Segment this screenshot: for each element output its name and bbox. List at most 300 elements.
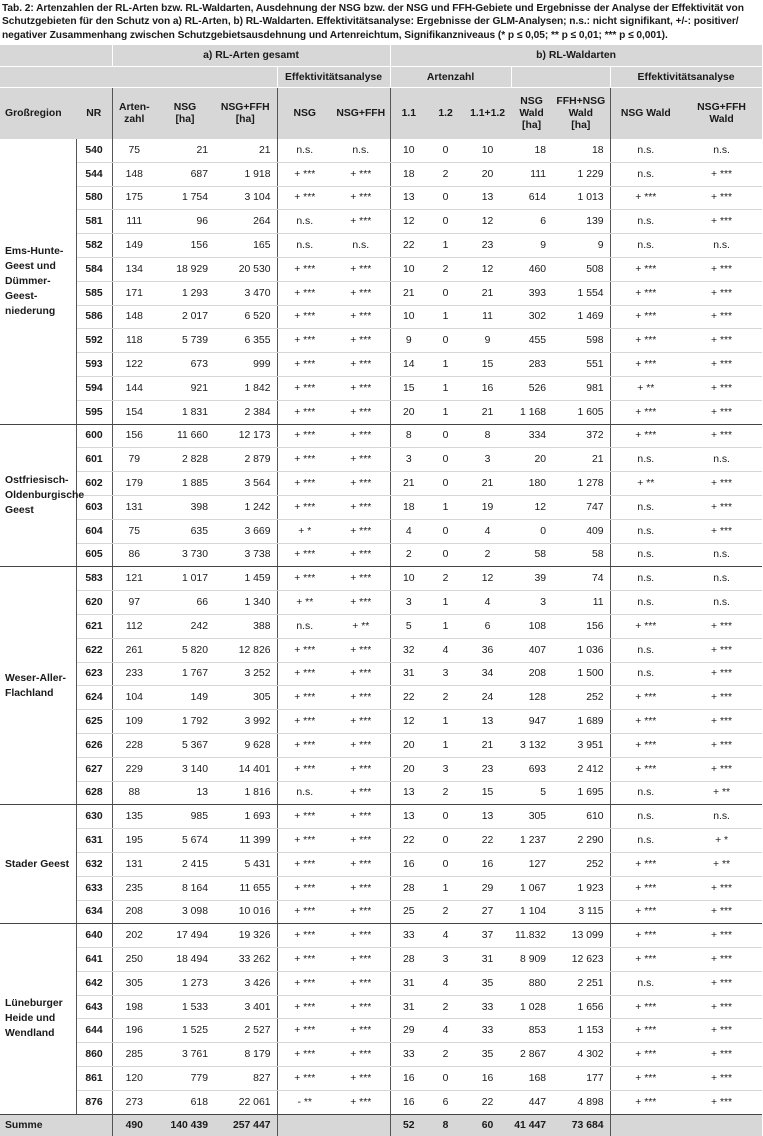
table-cell: 5 820 bbox=[156, 638, 214, 662]
table-cell: 2 bbox=[427, 567, 464, 591]
table-cell: 131 bbox=[112, 852, 156, 876]
table-cell: 283 bbox=[511, 353, 552, 377]
table-cell: + *** bbox=[610, 186, 681, 210]
row-nr: 644 bbox=[76, 1019, 112, 1043]
table-row bbox=[0, 519, 762, 543]
row-nr: 861 bbox=[76, 1067, 112, 1091]
col-1112-header: 1.1+1.2 bbox=[464, 88, 511, 140]
table-cell: 19 326 bbox=[214, 924, 277, 948]
row-nr: 583 bbox=[76, 567, 112, 591]
table-cell: 2 527 bbox=[214, 1019, 277, 1043]
table-cell: + *** bbox=[332, 376, 390, 400]
table-cell: 13 bbox=[390, 186, 427, 210]
table-cell: 21 bbox=[390, 281, 427, 305]
table-cell: 208 bbox=[112, 900, 156, 924]
table-cell: 13 bbox=[464, 710, 511, 734]
table-cell: n.s. bbox=[681, 139, 762, 162]
table-row bbox=[0, 591, 762, 615]
table-cell: 1 104 bbox=[511, 900, 552, 924]
table-cell: + *** bbox=[681, 662, 762, 686]
table-cell: + *** bbox=[332, 448, 390, 472]
table-cell: n.s. bbox=[610, 662, 681, 686]
table-cell: 22 bbox=[390, 234, 427, 258]
table-cell: + *** bbox=[610, 948, 681, 972]
table-cell: 618 bbox=[156, 1090, 214, 1114]
table-cell: + *** bbox=[681, 995, 762, 1019]
row-nr: 642 bbox=[76, 971, 112, 995]
table-cell: + *** bbox=[610, 733, 681, 757]
table-cell: 33 262 bbox=[214, 948, 277, 972]
table-cell: 2 017 bbox=[156, 305, 214, 329]
table-cell: + *** bbox=[610, 1019, 681, 1043]
table-cell: 2 412 bbox=[552, 757, 610, 781]
table-cell: 128 bbox=[511, 686, 552, 710]
col-eff-nsgwald-header: NSG Wald bbox=[610, 88, 681, 140]
table-cell: 1 885 bbox=[156, 472, 214, 496]
table-cell: 3 401 bbox=[214, 995, 277, 1019]
table-cell: + *** bbox=[610, 710, 681, 734]
table-cell: 3 951 bbox=[552, 733, 610, 757]
table-cell: 21 bbox=[390, 472, 427, 496]
table-cell: 148 bbox=[112, 305, 156, 329]
table-cell: n.s. bbox=[332, 139, 390, 162]
table-cell: 12 623 bbox=[552, 948, 610, 972]
table-cell: 1 500 bbox=[552, 662, 610, 686]
table-cell: 4 bbox=[427, 1019, 464, 1043]
table-cell: 33 bbox=[390, 1043, 427, 1067]
table-cell: + *** bbox=[277, 852, 332, 876]
table-cell: + *** bbox=[332, 162, 390, 186]
table-cell: + *** bbox=[277, 281, 332, 305]
table-cell: 880 bbox=[511, 971, 552, 995]
table-cell: 24 bbox=[464, 686, 511, 710]
table-cell: 334 bbox=[511, 424, 552, 448]
table-cell: 372 bbox=[552, 424, 610, 448]
table-cell: 168 bbox=[511, 1067, 552, 1091]
table-cell: 112 bbox=[112, 614, 156, 638]
table-cell: 305 bbox=[511, 805, 552, 829]
row-nr: 643 bbox=[76, 995, 112, 1019]
table-cell: 0 bbox=[427, 829, 464, 853]
table-cell: 985 bbox=[156, 805, 214, 829]
table-cell: 4 bbox=[427, 638, 464, 662]
table-row bbox=[0, 1019, 762, 1043]
table-row bbox=[0, 567, 762, 591]
table-cell: 1 bbox=[427, 305, 464, 329]
table-cell: 0 bbox=[511, 519, 552, 543]
table-cell: + *** bbox=[277, 305, 332, 329]
summe-row bbox=[0, 1114, 762, 1136]
table-cell: + *** bbox=[681, 424, 762, 448]
table-cell: 4 302 bbox=[552, 1043, 610, 1067]
row-nr: 626 bbox=[76, 733, 112, 757]
table-cell: + *** bbox=[681, 900, 762, 924]
table-cell: 1 bbox=[427, 353, 464, 377]
table-row bbox=[0, 257, 762, 281]
table-cell: 22 bbox=[390, 686, 427, 710]
table-cell: + *** bbox=[332, 686, 390, 710]
table-cell: n.s. bbox=[610, 805, 681, 829]
table-cell: 23 bbox=[464, 757, 511, 781]
header-artenzahl: Artenzahl bbox=[390, 67, 511, 88]
table-cell: 1 278 bbox=[552, 472, 610, 496]
table-row bbox=[0, 186, 762, 210]
table-cell: 22 bbox=[464, 1090, 511, 1114]
table-cell: 3 bbox=[390, 591, 427, 615]
table-cell: + *** bbox=[332, 971, 390, 995]
table-cell: 149 bbox=[112, 234, 156, 258]
table-cell: 33 bbox=[390, 924, 427, 948]
table-cell: 0 bbox=[427, 519, 464, 543]
table-cell: 1 237 bbox=[511, 829, 552, 853]
row-nr: 604 bbox=[76, 519, 112, 543]
table-cell: 18 929 bbox=[156, 257, 214, 281]
table-cell: 305 bbox=[112, 971, 156, 995]
table-row bbox=[0, 805, 762, 829]
table-cell: 135 bbox=[112, 805, 156, 829]
table-cell: 635 bbox=[156, 519, 214, 543]
col-eff-nsgffh-header: NSG+FFH bbox=[332, 88, 390, 140]
table-cell: + *** bbox=[332, 829, 390, 853]
table-cell: + *** bbox=[681, 1067, 762, 1091]
summe-cell: 8 bbox=[427, 1114, 464, 1136]
table-cell: + ** bbox=[681, 781, 762, 805]
table-cell: 9 bbox=[464, 329, 511, 353]
table-cell: n.s. bbox=[610, 519, 681, 543]
table-row bbox=[0, 662, 762, 686]
table-cell: 5 367 bbox=[156, 733, 214, 757]
table-cell: 229 bbox=[112, 757, 156, 781]
row-nr: 540 bbox=[76, 139, 112, 162]
table-cell: + *** bbox=[277, 686, 332, 710]
table-cell: 75 bbox=[112, 519, 156, 543]
table-cell: + *** bbox=[681, 329, 762, 353]
table-cell: n.s. bbox=[277, 781, 332, 805]
table-cell: + *** bbox=[277, 900, 332, 924]
table-row bbox=[0, 1090, 762, 1114]
table-cell: 195 bbox=[112, 829, 156, 853]
table-cell: 17 494 bbox=[156, 924, 214, 948]
table-cell: 202 bbox=[112, 924, 156, 948]
table-cell: 6 bbox=[511, 210, 552, 234]
table-cell: + *** bbox=[332, 543, 390, 567]
table-cell: 3 115 bbox=[552, 900, 610, 924]
table-row bbox=[0, 948, 762, 972]
table-cell: + *** bbox=[277, 995, 332, 1019]
table-cell: 1 842 bbox=[214, 376, 277, 400]
table-cell: 447 bbox=[511, 1090, 552, 1114]
row-nr: 603 bbox=[76, 495, 112, 519]
table-cell: 21 bbox=[464, 281, 511, 305]
table-cell: 853 bbox=[511, 1019, 552, 1043]
table-cell: 180 bbox=[511, 472, 552, 496]
row-nr: 601 bbox=[76, 448, 112, 472]
table-row bbox=[0, 876, 762, 900]
table-cell: 1 767 bbox=[156, 662, 214, 686]
table-cell: 20 bbox=[390, 733, 427, 757]
row-nr: 544 bbox=[76, 162, 112, 186]
table-cell: 6 bbox=[464, 614, 511, 638]
table-cell: 177 bbox=[552, 1067, 610, 1091]
table-row bbox=[0, 733, 762, 757]
table-cell: 75 bbox=[112, 139, 156, 162]
table-cell: 21 bbox=[464, 733, 511, 757]
table-cell: 1 bbox=[427, 495, 464, 519]
table-cell: 2 251 bbox=[552, 971, 610, 995]
table-cell: 947 bbox=[511, 710, 552, 734]
table-cell: 1 525 bbox=[156, 1019, 214, 1043]
table-cell: + *** bbox=[610, 353, 681, 377]
table-row bbox=[0, 495, 762, 519]
table-cell: 1 017 bbox=[156, 567, 214, 591]
table-cell: + *** bbox=[681, 876, 762, 900]
table-cell: 2 879 bbox=[214, 448, 277, 472]
table-cell: 198 bbox=[112, 995, 156, 1019]
table-cell: 11 bbox=[552, 591, 610, 615]
table-cell: + *** bbox=[681, 948, 762, 972]
table-cell: + *** bbox=[277, 257, 332, 281]
table-cell: 175 bbox=[112, 186, 156, 210]
table-cell: + *** bbox=[332, 329, 390, 353]
table-cell: + *** bbox=[332, 257, 390, 281]
summe-cell: 41 447 bbox=[511, 1114, 552, 1136]
table-cell: 235 bbox=[112, 876, 156, 900]
table-cell: 1 816 bbox=[214, 781, 277, 805]
table-cell: n.s. bbox=[681, 567, 762, 591]
table-cell: 32 bbox=[390, 638, 427, 662]
row-nr: 595 bbox=[76, 400, 112, 424]
table-cell: 921 bbox=[156, 376, 214, 400]
table-cell: + *** bbox=[610, 1090, 681, 1114]
table-cell: 13 099 bbox=[552, 924, 610, 948]
table-cell: + *** bbox=[277, 924, 332, 948]
table-cell: + *** bbox=[332, 876, 390, 900]
table-cell: + *** bbox=[610, 757, 681, 781]
table-cell: 687 bbox=[156, 162, 214, 186]
table-cell: + *** bbox=[332, 638, 390, 662]
table-cell: 508 bbox=[552, 257, 610, 281]
table-cell: 11 660 bbox=[156, 424, 214, 448]
header-effekt-b: Effektivitätsanalyse bbox=[610, 67, 762, 88]
table-cell: + *** bbox=[681, 1090, 762, 1114]
row-nr: 592 bbox=[76, 329, 112, 353]
table-cell: + *** bbox=[277, 710, 332, 734]
table-cell: 58 bbox=[552, 543, 610, 567]
table-cell: 0 bbox=[427, 448, 464, 472]
table-row bbox=[0, 757, 762, 781]
table-cell: 21 bbox=[464, 472, 511, 496]
table-cell: + *** bbox=[681, 495, 762, 519]
table-cell: 2 bbox=[464, 543, 511, 567]
table-cell: 4 bbox=[464, 519, 511, 543]
table-cell: 4 bbox=[390, 519, 427, 543]
table-cell: + *** bbox=[332, 1019, 390, 1043]
table-cell: 31 bbox=[390, 971, 427, 995]
table-cell: 21 bbox=[464, 400, 511, 424]
table-cell: 16 bbox=[390, 852, 427, 876]
table-cell: 1 bbox=[427, 733, 464, 757]
table-cell: 9 bbox=[552, 234, 610, 258]
row-nr: 586 bbox=[76, 305, 112, 329]
table-cell: 11 655 bbox=[214, 876, 277, 900]
summe-cell bbox=[277, 1114, 332, 1136]
row-nr: 620 bbox=[76, 591, 112, 615]
table-cell: + *** bbox=[332, 495, 390, 519]
table-cell: n.s. bbox=[610, 591, 681, 615]
table-cell: 8 909 bbox=[511, 948, 552, 972]
table-cell: 3 738 bbox=[214, 543, 277, 567]
table-cell: 6 520 bbox=[214, 305, 277, 329]
table-cell: n.s. bbox=[681, 234, 762, 258]
table-cell: 2 bbox=[427, 995, 464, 1019]
region-name: Ems-Hunte-Geest und Dümmer-Geest-niederung bbox=[0, 139, 76, 424]
table-cell: 15 bbox=[464, 781, 511, 805]
table-cell: + *** bbox=[277, 733, 332, 757]
row-nr: 630 bbox=[76, 805, 112, 829]
table-cell: 2 415 bbox=[156, 852, 214, 876]
table-cell: 0 bbox=[427, 472, 464, 496]
table-cell: + *** bbox=[681, 1019, 762, 1043]
table-cell: 156 bbox=[112, 424, 156, 448]
table-cell: n.s. bbox=[332, 234, 390, 258]
table-cell: n.s. bbox=[681, 543, 762, 567]
table-cell: + *** bbox=[277, 567, 332, 591]
table-cell: n.s. bbox=[681, 591, 762, 615]
table-cell: 118 bbox=[112, 329, 156, 353]
table-cell: n.s. bbox=[277, 139, 332, 162]
table-cell: + * bbox=[277, 519, 332, 543]
table-cell: 1 168 bbox=[511, 400, 552, 424]
table-row bbox=[0, 281, 762, 305]
table-cell: 1 923 bbox=[552, 876, 610, 900]
table-cell: 156 bbox=[156, 234, 214, 258]
summe-cell: 140 439 bbox=[156, 1114, 214, 1136]
table-cell: 14 401 bbox=[214, 757, 277, 781]
table-row bbox=[0, 448, 762, 472]
table-cell: 20 bbox=[390, 400, 427, 424]
table-cell: + *** bbox=[610, 614, 681, 638]
table-cell: + *** bbox=[277, 1019, 332, 1043]
table-cell: 2 bbox=[427, 781, 464, 805]
table-cell: 3 bbox=[427, 757, 464, 781]
table-cell: + *** bbox=[277, 472, 332, 496]
table-cell: 3 104 bbox=[214, 186, 277, 210]
col-nsg-header: NSG [ha] bbox=[156, 88, 214, 140]
table-cell: 3 730 bbox=[156, 543, 214, 567]
table-cell: + *** bbox=[277, 829, 332, 853]
table-cell: 1 754 bbox=[156, 186, 214, 210]
table-cell: 35 bbox=[464, 971, 511, 995]
summe-cell: 60 bbox=[464, 1114, 511, 1136]
table-cell: - ** bbox=[277, 1090, 332, 1114]
table-cell: 149 bbox=[156, 686, 214, 710]
table-cell: 179 bbox=[112, 472, 156, 496]
table-cell: 1 153 bbox=[552, 1019, 610, 1043]
col-eff-nsg-header: NSG bbox=[277, 88, 332, 140]
table-cell: n.s. bbox=[610, 543, 681, 567]
table-cell: 33 bbox=[464, 1019, 511, 1043]
row-nr: 584 bbox=[76, 257, 112, 281]
table-cell: 16 bbox=[390, 1090, 427, 1114]
table-cell: + *** bbox=[332, 281, 390, 305]
row-nr: 624 bbox=[76, 686, 112, 710]
table-cell: + *** bbox=[277, 757, 332, 781]
table-cell: + *** bbox=[332, 948, 390, 972]
table-row bbox=[0, 995, 762, 1019]
table-cell: 252 bbox=[552, 686, 610, 710]
table-cell: 10 bbox=[390, 257, 427, 281]
summe-cell bbox=[76, 1114, 112, 1136]
region-name: Lüneburger Heide und Wendland bbox=[0, 924, 76, 1114]
table-row bbox=[0, 210, 762, 234]
table-cell: + *** bbox=[681, 281, 762, 305]
table-cell: 21 bbox=[214, 139, 277, 162]
table-cell: + *** bbox=[332, 186, 390, 210]
table-cell: 31 bbox=[390, 662, 427, 686]
table-cell: 0 bbox=[427, 186, 464, 210]
table-cell: 3 132 bbox=[511, 733, 552, 757]
table-row bbox=[0, 234, 762, 258]
table-cell: + *** bbox=[332, 424, 390, 448]
table-cell: 1 554 bbox=[552, 281, 610, 305]
table-cell: 610 bbox=[552, 805, 610, 829]
table-cell: + *** bbox=[332, 1067, 390, 1091]
table-cell: 0 bbox=[427, 852, 464, 876]
table-row bbox=[0, 614, 762, 638]
table-cell: 1 036 bbox=[552, 638, 610, 662]
table-cell: 1 469 bbox=[552, 305, 610, 329]
table-cell: 131 bbox=[112, 495, 156, 519]
row-nr: 632 bbox=[76, 852, 112, 876]
table-cell: 19 bbox=[464, 495, 511, 519]
table-cell: + *** bbox=[610, 1067, 681, 1091]
table-cell: 120 bbox=[112, 1067, 156, 1091]
table-cell: n.s. bbox=[610, 567, 681, 591]
table-cell: + *** bbox=[610, 876, 681, 900]
table-cell: 3 140 bbox=[156, 757, 214, 781]
row-nr: 622 bbox=[76, 638, 112, 662]
table-cell: + *** bbox=[681, 353, 762, 377]
table-cell: 3 bbox=[427, 662, 464, 686]
table-cell: 154 bbox=[112, 400, 156, 424]
table-cell: 74 bbox=[552, 567, 610, 591]
row-nr: 621 bbox=[76, 614, 112, 638]
table-cell: 0 bbox=[427, 543, 464, 567]
summe-cell bbox=[681, 1114, 762, 1136]
row-nr: 631 bbox=[76, 829, 112, 853]
table-cell: + *** bbox=[332, 710, 390, 734]
col-artenzahl-header: Arten- zahl bbox=[112, 88, 156, 140]
table-cell: 13 bbox=[156, 781, 214, 805]
table-cell: 122 bbox=[112, 353, 156, 377]
table-cell: 15 bbox=[464, 353, 511, 377]
table-cell: 28 bbox=[390, 948, 427, 972]
table-cell: 1 bbox=[427, 234, 464, 258]
table-cell: + *** bbox=[277, 329, 332, 353]
table-cell: 827 bbox=[214, 1067, 277, 1091]
table-cell: 0 bbox=[427, 329, 464, 353]
table-cell: 614 bbox=[511, 186, 552, 210]
table-cell: 1 028 bbox=[511, 995, 552, 1019]
table-row bbox=[0, 400, 762, 424]
table-cell: + *** bbox=[610, 924, 681, 948]
table-cell: 388 bbox=[214, 614, 277, 638]
table-cell: n.s. bbox=[610, 781, 681, 805]
table-cell: + *** bbox=[277, 353, 332, 377]
table-cell: + *** bbox=[681, 686, 762, 710]
table-cell: 261 bbox=[112, 638, 156, 662]
table-cell: 37 bbox=[464, 924, 511, 948]
